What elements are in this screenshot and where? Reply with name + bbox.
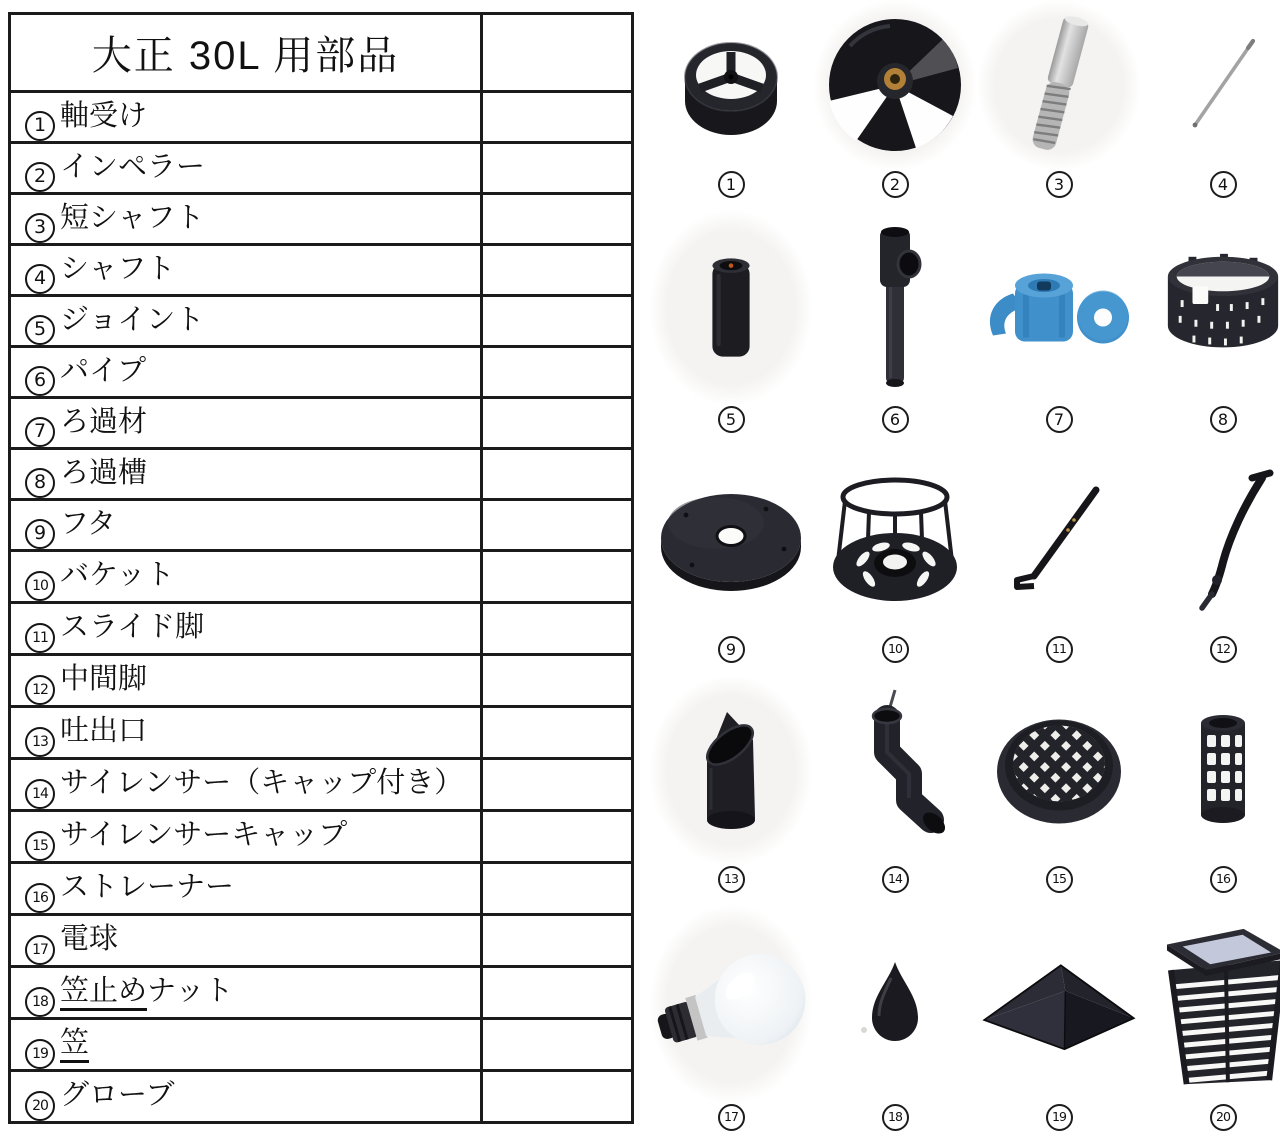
photo-number-badge: 1	[718, 171, 745, 198]
table-row	[10, 759, 633, 811]
part-item	[813, 0, 977, 210]
part-item	[649, 0, 813, 210]
table-empty-cell	[482, 194, 633, 245]
table-row	[10, 92, 633, 143]
table-row	[10, 245, 633, 296]
row-number-badge: 16	[25, 883, 55, 913]
part-item	[649, 210, 813, 445]
photo-number-badge: 6	[882, 406, 909, 433]
part-name: サイレンサーキャップ	[60, 819, 348, 851]
part-name: サイレンサー（キャップ付き）	[60, 767, 464, 799]
table-row	[10, 967, 633, 1019]
table-row	[10, 863, 633, 915]
table-row	[10, 811, 633, 863]
part-item	[1141, 675, 1280, 905]
row-number-badge: 12	[25, 675, 55, 705]
row-number-badge: 14	[25, 779, 55, 809]
filter-tank-photo	[1159, 248, 1280, 368]
photo-number-badge: 16	[1210, 866, 1237, 893]
row-number-badge: 3	[25, 213, 55, 243]
table-empty-cell	[482, 500, 633, 551]
table-empty-cell	[482, 707, 633, 759]
row-number-badge: 5	[25, 315, 55, 345]
part-item	[813, 675, 977, 905]
table-empty-cell	[482, 759, 633, 811]
photo-number-badge: 17	[718, 1104, 745, 1131]
photo-number-badge: 12	[1210, 636, 1237, 663]
part-item	[1141, 0, 1280, 210]
table-empty-cell	[482, 92, 633, 143]
table-empty-cell	[482, 1019, 633, 1071]
table-empty-cell	[482, 811, 633, 863]
table-empty-cell	[482, 14, 633, 92]
pipe-photo	[860, 224, 930, 392]
part-name: ジョイント	[60, 304, 205, 337]
table-row	[10, 296, 633, 347]
photo-number-badge: 2	[882, 171, 909, 198]
row-number-badge: 2	[25, 162, 55, 192]
table-empty-cell	[482, 967, 633, 1019]
lid-photo	[656, 483, 806, 598]
table-row	[10, 347, 633, 398]
part-name: 電球	[60, 923, 119, 955]
part-item	[813, 905, 977, 1143]
part-item	[649, 675, 813, 905]
row-number-badge: 18	[25, 987, 55, 1017]
part-item	[649, 905, 813, 1143]
table-row	[10, 143, 633, 194]
table-row	[10, 655, 633, 707]
row-number-badge: 6	[25, 366, 55, 396]
part-name: スライド脚	[60, 611, 205, 643]
part-name: ストレーナー	[60, 871, 235, 903]
row-number-badge: 1	[25, 111, 55, 141]
part-item	[813, 445, 977, 675]
table-empty-cell	[482, 863, 633, 915]
photo-number-badge: 5	[718, 406, 745, 433]
photo-number-badge: 4	[1210, 171, 1237, 198]
slide-leg-photo	[1004, 476, 1114, 606]
row-number-badge: 7	[25, 417, 55, 447]
bulb-photo	[649, 937, 813, 1072]
table-empty-cell	[482, 655, 633, 707]
part-name-underlined: 笠止め	[60, 975, 147, 1011]
photo-number-badge: 14	[882, 866, 909, 893]
parts-photo-gallery	[649, 0, 1280, 1143]
table-row	[10, 1071, 633, 1123]
outlet-photo	[681, 698, 781, 843]
photo-number-badge: 11	[1046, 636, 1073, 663]
row-number-badge: 13	[25, 727, 55, 757]
table-empty-cell	[482, 143, 633, 194]
table-row	[10, 915, 633, 967]
part-name: パイプ	[60, 355, 147, 388]
part-item	[1141, 445, 1280, 675]
photo-number-badge: 7	[1046, 406, 1073, 433]
photo-number-badge: 20	[1210, 1104, 1237, 1131]
row-number-badge: 17	[25, 935, 55, 965]
part-name: 軸受け	[60, 100, 148, 133]
part-name: グローブ	[60, 1079, 175, 1111]
part-name: ろ過材	[60, 406, 148, 439]
row-number-badge: 20	[25, 1091, 55, 1121]
part-item	[977, 210, 1141, 445]
strainer-photo	[1187, 709, 1259, 833]
table-row	[10, 1019, 633, 1071]
table-empty-cell	[482, 347, 633, 398]
table-row	[10, 194, 633, 245]
row-number-badge: 10	[25, 571, 55, 601]
part-item	[1141, 210, 1280, 445]
part-name: ナット	[147, 975, 234, 1007]
row-number-badge: 15	[25, 831, 55, 861]
photo-number-badge: 13	[718, 866, 745, 893]
shaft-photo	[1171, 31, 1275, 141]
row-number-badge: 11	[25, 623, 55, 653]
table-empty-cell	[482, 296, 633, 347]
table-empty-cell	[482, 398, 633, 449]
row-number-badge: 19	[25, 1039, 55, 1069]
parts-table	[8, 12, 634, 1124]
photo-number-badge: 10	[882, 636, 909, 663]
table-row	[10, 707, 633, 759]
part-item	[977, 0, 1141, 210]
photo-number-badge: 19	[1046, 1104, 1073, 1131]
part-item	[1141, 905, 1280, 1143]
row-number-badge: 9	[25, 519, 55, 549]
part-name: バケット	[60, 559, 175, 591]
photo-number-badge: 15	[1046, 866, 1073, 893]
part-item	[813, 210, 977, 445]
part-item	[649, 445, 813, 675]
part-name-underlined: 笠	[60, 1027, 89, 1063]
shade-photo	[977, 949, 1141, 1061]
photo-number-badge: 9	[718, 636, 745, 663]
table-empty-cell	[482, 551, 633, 603]
joint-photo	[700, 251, 762, 365]
part-item	[977, 675, 1141, 905]
table-row	[10, 603, 633, 655]
table-row	[10, 551, 633, 603]
table-header-row	[10, 14, 633, 92]
table-empty-cell	[482, 915, 633, 967]
middle-leg-photo	[1168, 466, 1278, 616]
filter-media-photo	[979, 254, 1139, 362]
table-empty-cell	[482, 603, 633, 655]
part-name: シャフト	[60, 253, 176, 286]
bucket-photo	[825, 471, 965, 611]
table-row	[10, 398, 633, 449]
impeller-photo	[820, 10, 970, 162]
part-item	[977, 905, 1141, 1143]
part-item	[977, 445, 1141, 675]
part-name: 短シャフト	[60, 202, 205, 235]
part-name: ろ過槽	[60, 457, 148, 490]
cap-nut-photo	[850, 950, 940, 1060]
photo-number-badge: 3	[1046, 171, 1073, 198]
part-name: フタ	[60, 508, 116, 541]
short-shaft-photo	[1016, 11, 1102, 161]
silencer-photo	[839, 688, 951, 853]
part-name: 吐出口	[60, 715, 148, 747]
row-number-badge: 4	[25, 264, 55, 294]
photo-number-badge: 8	[1210, 406, 1237, 433]
table-empty-cell	[482, 449, 633, 500]
silencer-cap-photo	[989, 712, 1129, 830]
bearing-ring-photo	[681, 30, 781, 142]
page-title: 大正 30L 用部品	[10, 14, 482, 92]
table-empty-cell	[482, 245, 633, 296]
photo-number-badge: 18	[882, 1104, 909, 1131]
part-name: 中間脚	[60, 663, 148, 695]
table-empty-cell	[482, 1071, 633, 1123]
table-row	[10, 500, 633, 551]
table-row	[10, 449, 633, 500]
row-number-badge: 8	[25, 468, 55, 498]
part-name: インペラー	[60, 151, 206, 184]
globe-photo	[1149, 919, 1280, 1091]
